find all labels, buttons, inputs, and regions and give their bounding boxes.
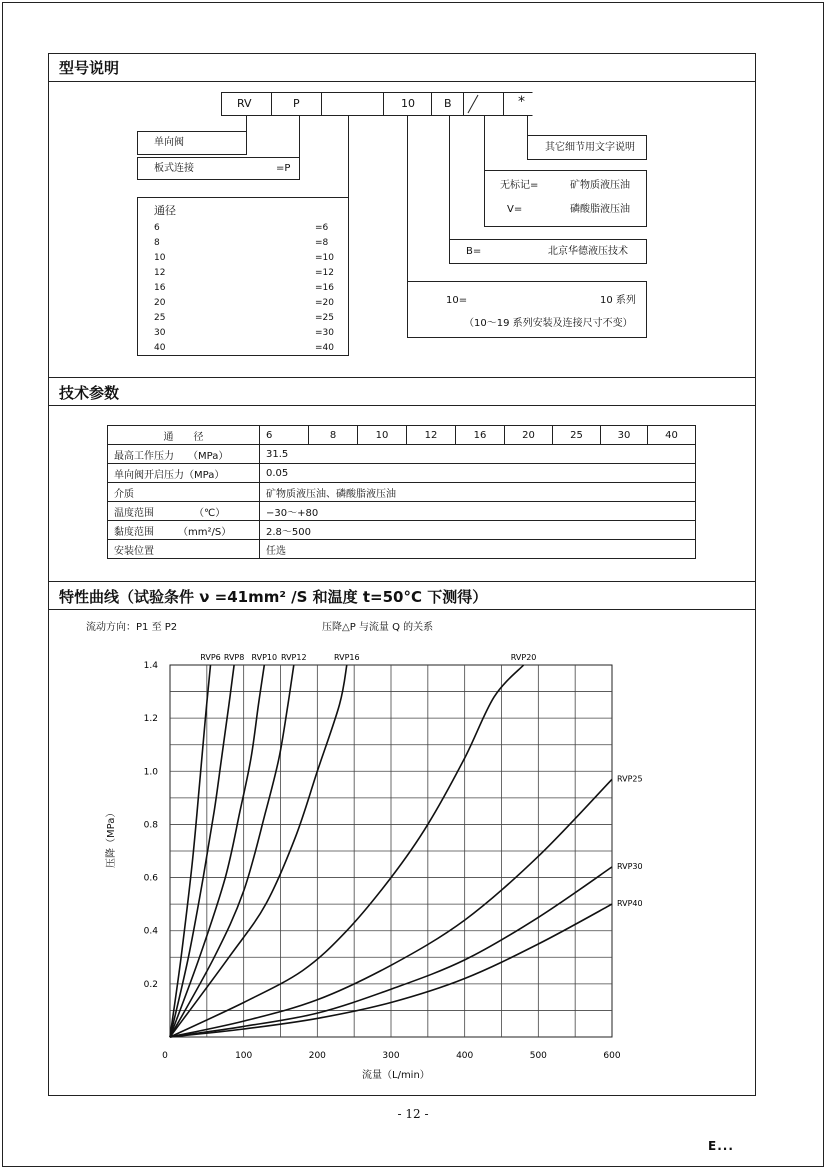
bore-size-row: 12 =12 bbox=[154, 268, 334, 278]
y-tick-label: 1.2 bbox=[143, 714, 158, 725]
section-title-curve: 特性曲线（试验条件 ν =41mm² /S 和温度 t=50°C 下测得） bbox=[59, 588, 488, 606]
x-tick-label: 200 bbox=[308, 1051, 326, 1061]
size-cell: 30 bbox=[601, 426, 648, 445]
param-value: −30～+80 bbox=[260, 502, 696, 521]
seal-none-label: 无标记= bbox=[500, 180, 539, 191]
code-cell-rv: RV bbox=[237, 97, 252, 110]
size-cell: 25 bbox=[553, 426, 601, 445]
section-title-model: 型号说明 bbox=[59, 59, 120, 77]
x-tick-label: 0 bbox=[162, 1051, 168, 1061]
x-tick-label: 500 bbox=[529, 1051, 547, 1061]
bore-size-row: 8 =8 bbox=[154, 238, 329, 248]
series-label: RVP25 bbox=[617, 774, 643, 784]
bore-size-row: 10 =10 bbox=[154, 253, 334, 263]
seal-v-value: 磷酸脂液压油 bbox=[570, 204, 630, 215]
series-label: RVP12 bbox=[280, 653, 307, 662]
series-label: RVP20 bbox=[510, 653, 537, 662]
param-label: 单向阀开启压力（MPa） bbox=[108, 464, 260, 483]
x-tick-label: 300 bbox=[382, 1051, 400, 1061]
code-cell-p: P bbox=[293, 97, 300, 110]
bore-size-row: 25 =25 bbox=[154, 313, 334, 323]
seal-none-value: 矿物质液压油 bbox=[570, 180, 630, 191]
series-label: RVP8 bbox=[223, 653, 245, 662]
x-tick-label: 100 bbox=[235, 1051, 253, 1061]
y-tick-label: 1.4 bbox=[143, 661, 158, 671]
code-cell-b: B bbox=[444, 97, 452, 110]
plate-connection-label: 板式连接 bbox=[154, 163, 194, 174]
y-tick-label: 0.8 bbox=[143, 820, 158, 831]
param-label: 黏度范围 （mm²/S） bbox=[108, 521, 260, 540]
size-cell: 8 bbox=[309, 426, 358, 445]
param-label: 温度范围 （℃） bbox=[108, 502, 260, 521]
x-axis-label: 流量（L/min） bbox=[362, 1070, 430, 1081]
size-cell: 40 bbox=[648, 426, 696, 445]
page-number: - 12 - bbox=[397, 1107, 429, 1121]
size-cell: 20 bbox=[505, 426, 553, 445]
check-valve-label: 单向阀 bbox=[154, 137, 184, 148]
plate-connection-code: =P bbox=[276, 163, 291, 174]
series-label: RVP30 bbox=[617, 861, 643, 871]
seal-v-label: V= bbox=[507, 204, 523, 215]
param-value: 2.8～500 bbox=[260, 521, 696, 540]
bore-size-title: 通径 bbox=[154, 204, 176, 217]
code-cell-star: * bbox=[518, 94, 525, 110]
y-tick-label: 1.0 bbox=[143, 767, 158, 778]
other-details-label: 其它细节用文字说明 bbox=[545, 142, 635, 153]
param-label: 介质 bbox=[108, 483, 260, 502]
bore-size-row: 40 =40 bbox=[154, 343, 334, 353]
size-cell: 16 bbox=[456, 426, 505, 445]
brand-value: 北京华德液压技术 bbox=[548, 246, 628, 257]
y-tick-label: 0.4 bbox=[143, 926, 158, 937]
flow-direction-text: 流动方向：P1 至 P2 bbox=[86, 622, 178, 633]
series-label: RVP16 bbox=[333, 653, 360, 662]
param-label: 安装位置 bbox=[108, 540, 260, 559]
size-cell: 12 bbox=[407, 426, 456, 445]
param-value: 任选 bbox=[260, 540, 696, 559]
x-tick-label: 600 bbox=[603, 1051, 621, 1061]
series-value: 10 系列 bbox=[600, 295, 636, 306]
bore-size-row: 20 =20 bbox=[154, 298, 334, 308]
brand-label: B= bbox=[466, 246, 482, 257]
y-tick-label: 0.6 bbox=[143, 873, 158, 884]
size-cell: 6 bbox=[260, 426, 309, 445]
y-axis-label: 压降（MPa） bbox=[106, 807, 117, 868]
series-label: RVP10 bbox=[251, 653, 278, 662]
y-tick-label: 0.2 bbox=[143, 979, 158, 990]
param-value: 31.5 bbox=[260, 445, 696, 464]
param-value: 0.05 bbox=[260, 464, 696, 483]
bore-size-row: 30 =30 bbox=[154, 328, 334, 338]
code-cell-10: 10 bbox=[401, 97, 415, 110]
chart-title: 压降△P 与流量 Q 的关系 bbox=[322, 622, 434, 633]
series-label: 10= bbox=[446, 295, 468, 306]
size-cell: 10 bbox=[358, 426, 407, 445]
series-label: RVP40 bbox=[617, 899, 643, 909]
bore-size-row: 6 =6 bbox=[154, 223, 329, 233]
corner-mark: E... bbox=[708, 1139, 734, 1153]
section-title-tech: 技术参数 bbox=[59, 384, 120, 402]
series-label: RVP6 bbox=[200, 653, 221, 662]
series-note: （10～19 系列安装及连接尺寸不变） bbox=[464, 318, 633, 329]
x-tick-label: 400 bbox=[456, 1051, 474, 1061]
param-value: 矿物质液压油、磷酸脂液压油 bbox=[260, 483, 696, 502]
bore-size-row: 16 =16 bbox=[154, 283, 334, 293]
table-header-label: 通 径 bbox=[108, 426, 260, 445]
param-label: 最高工作压力 （MPa） bbox=[108, 445, 260, 464]
